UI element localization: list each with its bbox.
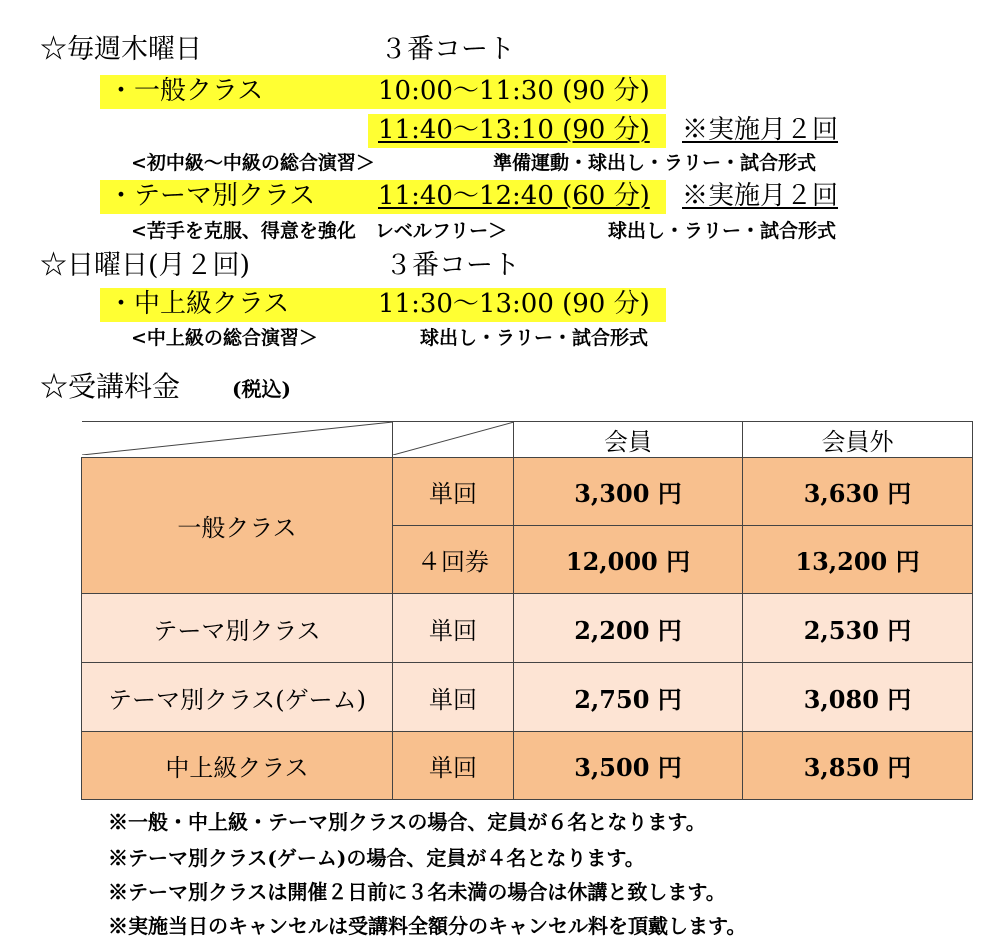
upper-class-time: 11:30～13:00 (90 分) [368, 288, 666, 322]
table-row [82, 732, 973, 800]
row-nonmember-price: 3,080 円 [743, 663, 973, 732]
upper-class-content: 球出し・ラリー・試合形式 [420, 327, 649, 349]
row-member-price: 3,500 円 [514, 732, 743, 800]
row-ticket-type: 単回 [393, 458, 514, 526]
row-nonmember-price: 3,630 円 [743, 458, 973, 526]
note-capacity-game: ※テーマ別クラス(ゲーム)の場合、定員が４名となります。 [108, 846, 645, 870]
theme-class-description: <苦手を克服、得意を強化 レベルフリー＞ [131, 220, 508, 242]
note-cancellation-fee: ※実施当日のキャンセルは受講料全額分のキャンセル料を頂戴します。 [108, 914, 747, 938]
sunday-court: ３番コート [385, 250, 520, 281]
header-nonmember: 会員外 [743, 422, 973, 458]
row-nonmember-price: 13,200 円 [743, 526, 973, 594]
table-row [82, 594, 973, 663]
row-ticket-type: 単回 [393, 732, 514, 800]
row-class-name: テーマ別クラス [82, 594, 393, 663]
row-ticket-type: 単回 [393, 594, 514, 663]
row-nonmember-price: 3,850 円 [743, 732, 973, 800]
upper-class-label: ・中上級クラス [100, 288, 368, 322]
weekday-title: ☆毎週木曜日 [40, 34, 202, 65]
row-ticket-type: ４回券 [393, 526, 514, 594]
upper-class-description: <中上級の総合演習＞ [131, 327, 318, 349]
row-class-name: 一般クラス [82, 458, 393, 594]
row-member-price: 3,300 円 [514, 458, 743, 526]
fees-tax-note: (税込) [232, 377, 291, 401]
row-class-name: 中上級クラス [82, 732, 393, 800]
general-class-time-2: 11:40～13:10 (90 分) [368, 114, 666, 148]
general-class-frequency: ※実施月２回 [682, 115, 839, 145]
note-capacity-general: ※一般・中上級・テーマ別クラスの場合、定員が６名となります。 [108, 810, 706, 834]
header-blank-cell-2 [393, 422, 514, 458]
row-member-price: 12,000 円 [514, 526, 743, 594]
theme-class-label: ・テーマ別クラス [100, 180, 368, 214]
row-nonmember-price: 2,530 円 [743, 594, 973, 663]
header-member: 会員 [514, 422, 743, 458]
fee-table [81, 421, 973, 800]
theme-class-time: 11:40～12:40 (60 分) [368, 180, 666, 214]
row-member-price: 2,750 円 [514, 663, 743, 732]
weekday-court: ３番コート [380, 34, 515, 65]
sunday-title: ☆日曜日(月２回) [40, 250, 251, 281]
fees-title: ☆受講料金 [40, 370, 181, 403]
theme-class-frequency: ※実施月２回 [682, 181, 839, 211]
row-class-name: テーマ別クラス(ゲーム) [82, 663, 393, 732]
general-class-description: <初中級～中級の総合演習＞ [131, 152, 375, 174]
table-row [82, 458, 973, 526]
diagonal-line-icon [393, 422, 514, 455]
general-class-content: 準備運動・球出し・ラリー・試合形式 [493, 152, 817, 174]
theme-class-content: 球出し・ラリー・試合形式 [608, 220, 837, 242]
general-class-label: ・一般クラス [100, 75, 368, 109]
fee-table-header [82, 422, 973, 458]
row-ticket-type: 単回 [393, 663, 514, 732]
diagonal-line-icon [82, 422, 393, 455]
general-class-time-1: 10:00～11:30 (90 分) [368, 75, 666, 109]
row-member-price: 2,200 円 [514, 594, 743, 663]
table-row [82, 663, 973, 732]
header-blank-cell-1 [82, 422, 393, 458]
note-cancellation-minimum: ※テーマ別クラスは開催２日前に３名未満の場合は休講と致します。 [108, 880, 726, 904]
